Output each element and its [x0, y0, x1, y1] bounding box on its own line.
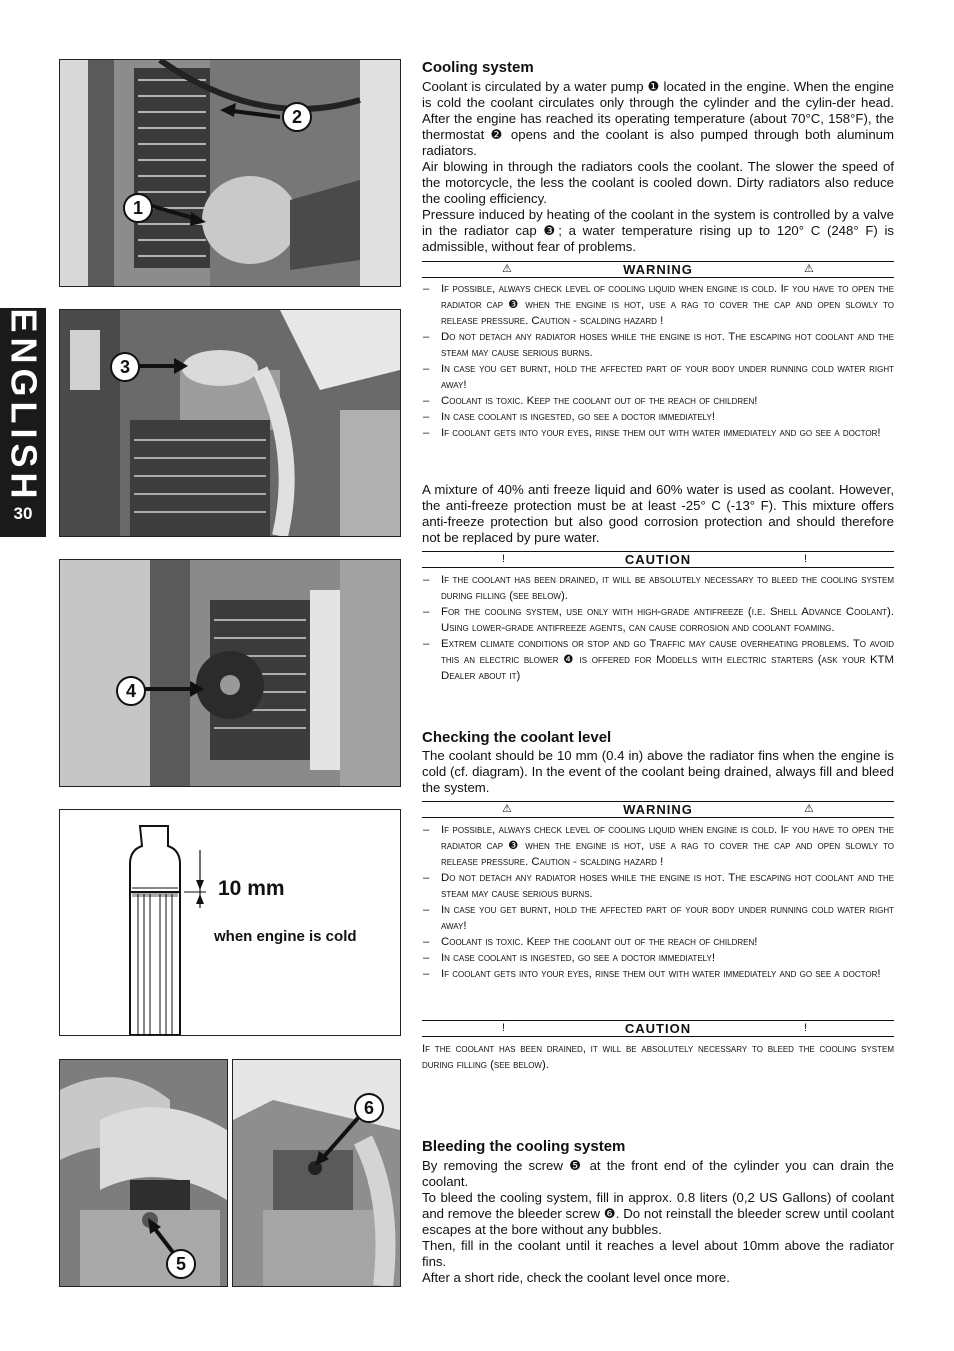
warning-title: WARNING: [623, 262, 693, 277]
callout-5: 5: [166, 1249, 196, 1279]
coolant-level-diagram: [59, 809, 401, 1036]
callout-6: 6: [354, 1093, 384, 1123]
language-label: ENGLISH: [3, 307, 45, 504]
warning-item: – In case you get burnt, hold the affected part of your body under running cold water right away!: [422, 361, 894, 393]
photo-drain-screw: [59, 1059, 228, 1287]
language-tab: [0, 308, 46, 537]
bleeding-paragraph-2: To bleed the cooling system, fill in approx. 0.8 liters (0,2 US Gallons) of coolant and remove the bleeder screw ❻. Do not reinstall the bleeder screw until coolant escapes at the bore without any bubbles.: [422, 1190, 894, 1237]
caution-item: – Extrem climate conditions or stop and go Traffic may cause overheating problems. To avoid this an electric blower ❹ is offered for Modells with electric starters (ask your KTM Dealer about it): [422, 636, 894, 684]
antifreeze-paragraph: A mixture of 40% anti freeze liquid and 60% water is used as coolant. However, the anti-freeze protection must be at least -25° C (-13° F). This mixture offers anti-freeze protection but also good corrosion protection and should therefore not be replaced by pure water.: [422, 482, 894, 545]
callout-2: 2: [282, 102, 312, 132]
warning-item: – Do not detach any radiator hoses while the engine is hot. The escaping hot coolant and the steam may cause serious burns.: [422, 870, 894, 902]
caution-title: CAUTION: [624, 1021, 692, 1036]
caution-icon: !: [804, 553, 808, 565]
warning-item: – If coolant gets into your eyes, rinse them out with water immediately and go see a doctor!: [422, 425, 894, 441]
caution-icon: !: [502, 1022, 506, 1034]
caution-icon: !: [804, 1022, 808, 1034]
photo-radiator-pump: [59, 59, 401, 287]
photo-bleeder-screw: [232, 1059, 401, 1287]
warning-item: – If possible, always check level of cooling liquid when engine is cold. If you have to open the radiator cap ❸ when the engine is hot, use a rag to cover the cap and open slowly to release pressure. Caution - scalding hazard !: [422, 281, 894, 329]
warning-bar-1: [422, 261, 894, 278]
photo-radiator-pump-art: [60, 60, 400, 286]
bleeding-paragraph-3: Then, fill in the coolant until it reaches a level about 10mm above the radiator fins.: [422, 1238, 894, 1269]
warning-item: – In case you get burnt, hold the affected part of your body under running cold water right away!: [422, 902, 894, 934]
warning-icon: ⚠: [502, 263, 512, 275]
dimension-label: 10 mm: [218, 877, 285, 900]
bleeding-paragraph-4: After a short ride, check the coolant level once more.: [422, 1270, 730, 1285]
cooling-paragraph-2: Air blowing in through the radiators cools the coolant. The slower the speed of the motorcycle, the less the coolant is cooled down. Dirty radiators also reduce the cooling efficiency.: [422, 159, 894, 206]
warning-item: – In case coolant is ingested, go see a doctor immediately!: [422, 409, 894, 425]
warning-icon: ⚠: [804, 803, 814, 815]
caution-item: – For the cooling system, use only with high-grade antifreeze (i.e. Shell Advance Coolant). Using lower-grade antifreeze agents, can cause corrosion and coolant foaming.: [422, 604, 894, 636]
warning-item: – If coolant gets into your eyes, rinse them out with water immediately and go see a doctor!: [422, 966, 894, 982]
callout-4: 4: [116, 676, 146, 706]
cooling-paragraph-3: Pressure induced by heating of the coolant in the system is controlled by a valve in the radiator cap ❸; a water temperature rising up to 120° C (248° F) is admissible, without fear of problems.: [422, 207, 894, 254]
warning-list-2: [422, 822, 894, 982]
coolant-level-diagram-art: [60, 810, 400, 1035]
warning-item: – In case coolant is ingested, go see a doctor immediately!: [422, 950, 894, 966]
cooling-paragraph-1: Coolant is circulated by a water pump ❶ located in the engine. When the engine is cold the coolant circulates only through the cylinder and the cylin-der head. After the engine has reached its operating temperature (about 70°C, 158°F), the thermostat ❷ opens and the coolant is also pumped through both aluminum radiators.: [422, 79, 894, 158]
warning-icon: ⚠: [804, 263, 814, 275]
caution-bar-2: [422, 1020, 894, 1037]
caution-list-1: [422, 572, 894, 684]
warning-bar-2: [422, 801, 894, 818]
bleeding-paragraph-1: By removing the screw ❺ at the front end of the cylinder you can drain the coolant.: [422, 1158, 894, 1189]
coolant-level-paragraph: The coolant should be 10 mm (0.4 in) above the radiator fins when the engine is cold (cf. diagram). In the event of the coolant being drained, always fill and bleed the system.: [422, 748, 894, 795]
photo-electric-blower: [59, 559, 401, 787]
warning-item: – Do not detach any radiator hoses while the engine is hot. The escaping hot coolant and the steam may cause serious burns.: [422, 329, 894, 361]
warning-item: – If possible, always check level of cooling liquid when engine is cold. If you have to open the radiator cap ❸ when the engine is hot, use a rag to cover the cap and open slowly to release pressure. Caution - scalding hazard !: [422, 822, 894, 870]
caution-title: CAUTION: [624, 552, 692, 567]
caution-note: If the coolant has been drained, it will be absolutely necessary to bleed the cooling system during filling (see below).: [422, 1043, 894, 1071]
page-number: 30: [13, 504, 33, 523]
warning-item: – Coolant is toxic. Keep the coolant out of the reach of children!: [422, 393, 894, 409]
warning-list-1: [422, 281, 894, 441]
caution-bar-1: [422, 551, 894, 568]
text-column: [422, 0, 894, 1351]
callout-3: 3: [110, 352, 140, 382]
cooling-system-heading: Cooling system: [422, 59, 534, 76]
condition-label: when engine is cold: [214, 928, 357, 945]
photo-electric-blower-art: [60, 560, 400, 786]
photo-radiator-cap-art: [60, 310, 400, 536]
warning-icon: ⚠: [502, 803, 512, 815]
caution-icon: !: [502, 553, 506, 565]
callout-1: 1: [123, 193, 153, 223]
warning-item: – Coolant is toxic. Keep the coolant out of the reach of children!: [422, 934, 894, 950]
coolant-level-heading: Checking the coolant level: [422, 729, 612, 746]
photo-drain-screw-art: [60, 1060, 227, 1286]
photo-radiator-cap: [59, 309, 401, 537]
bleeding-heading: Bleeding the cooling system: [422, 1138, 626, 1155]
caution-item: – If the coolant has been drained, it will be absolutely necessary to bleed the cooling system during filling (see below).: [422, 572, 894, 604]
warning-title: WARNING: [623, 802, 693, 817]
